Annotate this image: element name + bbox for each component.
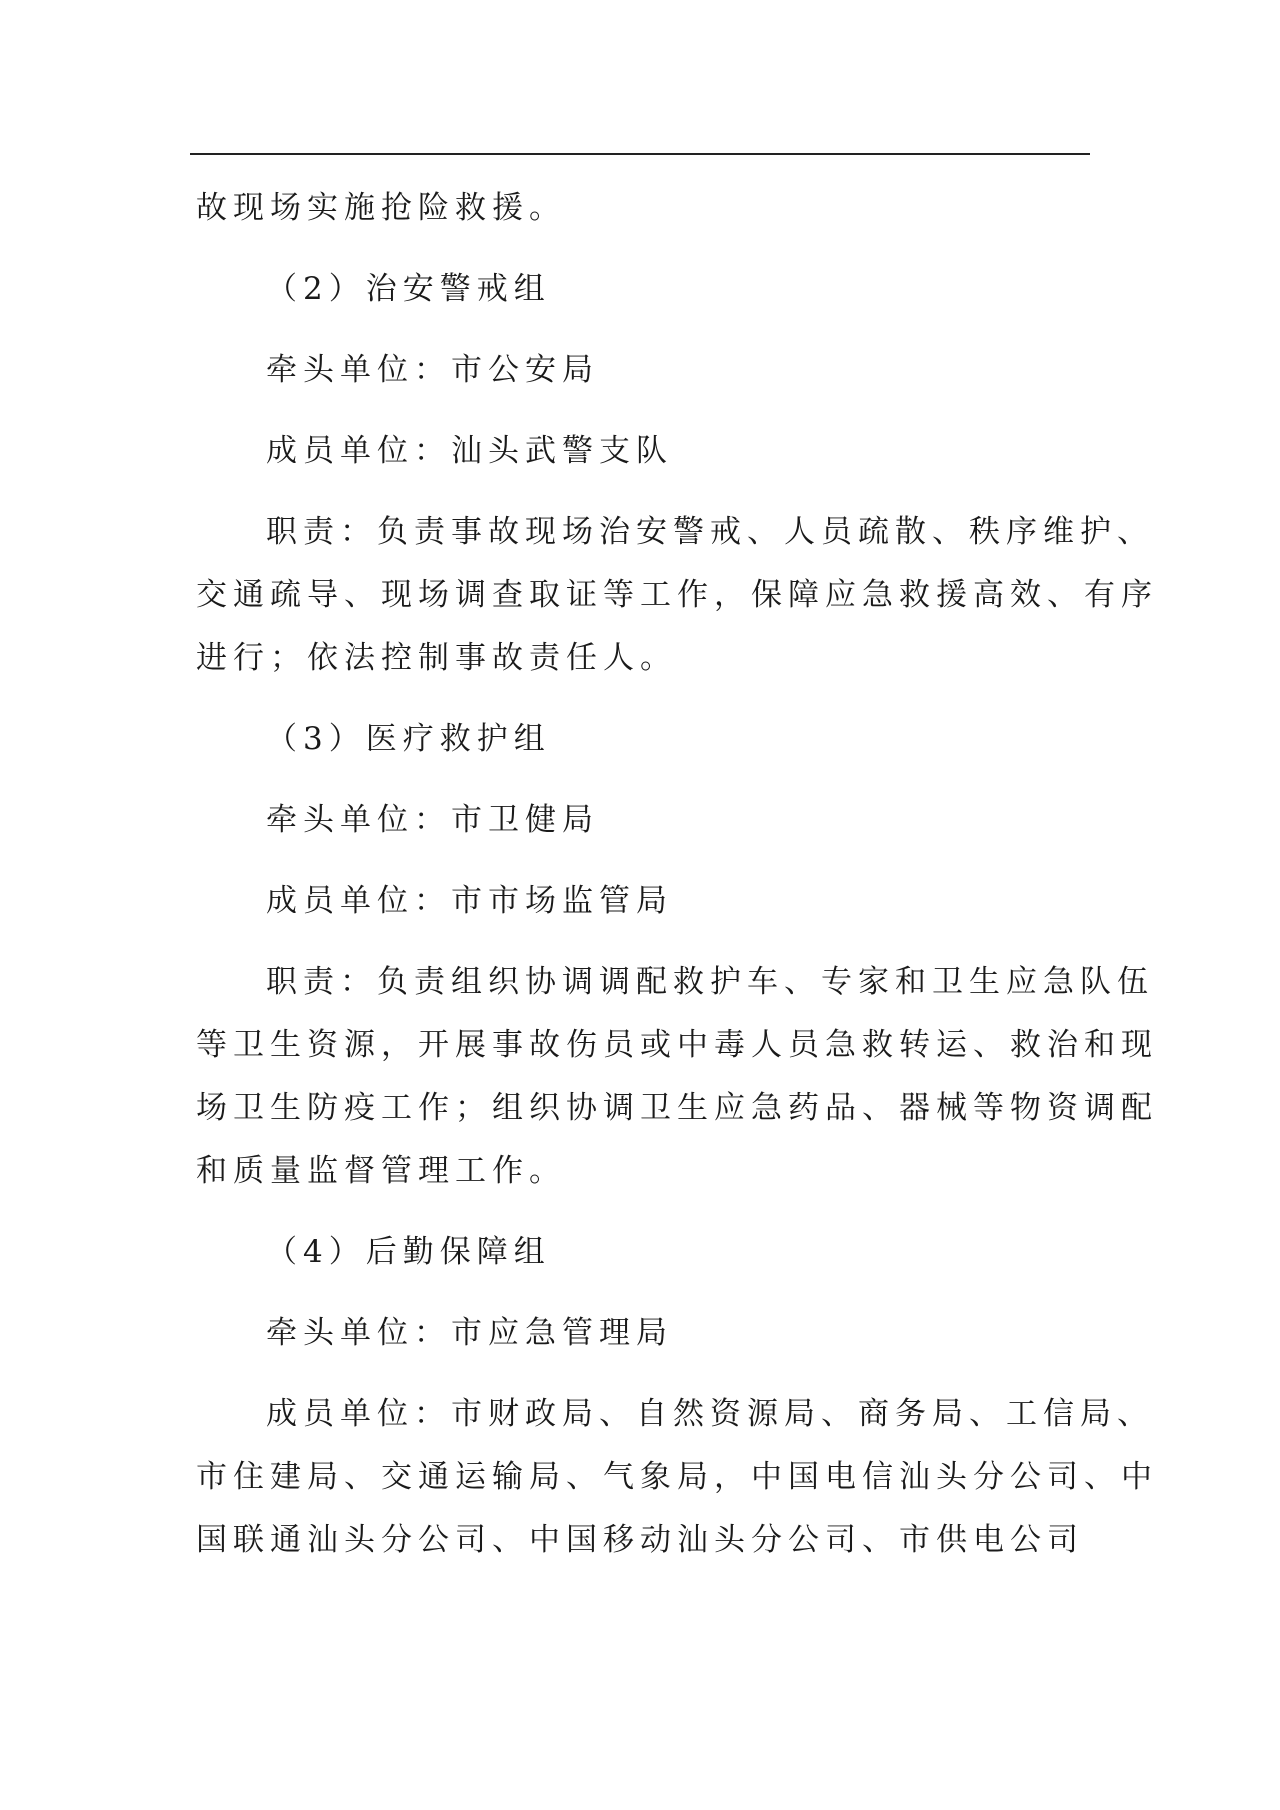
continuation-paragraph [196,188,1086,229]
continuation-text: 故现场实施抢险救援。 [196,190,566,226]
duties-paragraph [196,512,1158,679]
section-4-member-units-line: 成员单位：市财政局、自然资源局、商务局、工信局、 [266,1396,1154,1432]
section-4-heading: （4）后勤保障组 [266,1234,551,1270]
header-rule [190,153,1090,155]
lead-unit-paragraph [196,1313,1086,1354]
section-3-duties-line: 等卫生资源，开展事故伤员或中毒人员急救转运、救治和现 [196,1027,1158,1063]
lead-unit-paragraph [196,800,1086,841]
lead-unit-paragraph [196,350,1086,391]
section-2-heading: （2）治安警戒组 [266,271,551,307]
section-2-lead-unit: 牵头单位：市公安局 [266,352,599,388]
section-heading [196,719,1086,760]
section-2-duties-line: 职责：负责事故现场治安警戒、人员疏散、秩序维护、 [266,514,1154,550]
section-4-member-units-line: 市住建局、交通运输局、气象局，中国电信汕头分公司、中 [196,1459,1158,1495]
section-heading [196,269,1086,310]
section-heading [196,1232,1086,1273]
document-body [196,188,1158,1601]
section-2-duties-line: 进行；依法控制事故责任人。 [196,640,677,676]
section-4-member-units-line: 国联通汕头分公司、中国移动汕头分公司、市供电公司 [196,1522,1084,1558]
section-2-duties-line: 交通疏导、现场调查取证等工作，保障应急救援高效、有序 [196,577,1158,613]
section-3-member-units: 成员单位：市市场监管局 [266,883,673,919]
member-units-paragraph [196,431,1086,472]
section-4-lead-unit: 牵头单位：市应急管理局 [266,1315,673,1351]
member-units-paragraph [196,1394,1158,1561]
section-3-lead-unit: 牵头单位：市卫健局 [266,802,599,838]
section-3-duties-line: 和质量监督管理工作。 [196,1153,566,1189]
section-3-duties-line: 职责：负责组织协调调配救护车、专家和卫生应急队伍 [266,964,1154,1000]
section-3-duties-line: 场卫生防疫工作；组织协调卫生应急药品、器械等物资调配 [196,1090,1158,1126]
section-2-member-units: 成员单位：汕头武警支队 [266,433,673,469]
member-units-paragraph [196,881,1086,922]
duties-paragraph [196,962,1158,1192]
section-3-heading: （3）医疗救护组 [266,721,551,757]
